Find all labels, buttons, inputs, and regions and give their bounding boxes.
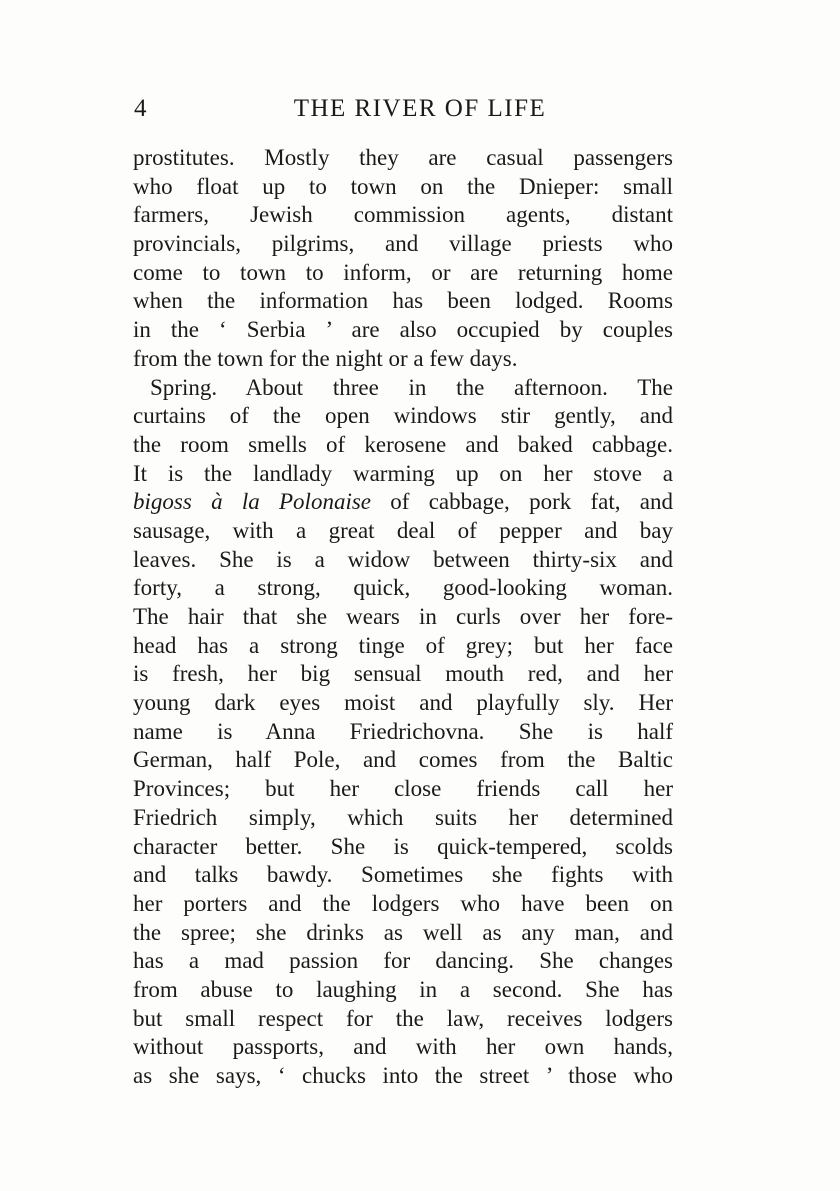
text-line: name is Anna Friedrichovna. She is half [133,718,673,744]
text-line: head has a strong tinge of grey; but her face [133,632,673,658]
text-line: young dark eyes moist and playfully sly. Her [133,690,673,716]
text-line: The hair that she wears in curls over her fore- [133,604,673,629]
text-line: It is the landlady warming up on her stove a [133,460,673,486]
text-line: farmers, Jewish commission agents, distant [133,202,673,228]
text-line: leaves. She is a widow between thirty-six and [133,546,673,572]
text-line: curtains of the open windows stir gently, and [133,403,673,429]
text-line: but small respect for the law, receives lodgers [133,1005,673,1031]
text-line: forty, a strong, quick, good-looking woman. [133,575,673,601]
text-line: her porters and the lodgers who have been on [133,890,673,916]
text-line: as she says, ‘ chucks into the street ’ those who [133,1063,673,1088]
paragraph-start-line: Spring. About three in the afternoon. The [150,374,673,400]
text-line-remainder: of cabbage, pork fat, and [390,489,674,515]
text-line: the room smells of kerosene and baked cabbage. [133,431,673,457]
text-line: the spree; she drinks as well as any man, and [133,919,673,945]
text-line: when the information has been lodged. Rooms [133,288,673,314]
page-number: 4 [134,95,147,122]
text-line: in the ‘ Serbia ’ are also occupied by couples [133,317,673,343]
text-line: is fresh, her big sensual mouth red, and her [133,661,673,687]
text-line: Friedrich simply, which suits her determined [133,804,673,830]
text-line: come to town to inform, or are returning home [133,259,673,285]
text-line: character better. She is quick-tempered, scolds [133,833,673,859]
text-line-with-italic [133,488,673,517]
text-line: from the town for the night or a few days. [133,345,518,371]
text-line: without passports, and with her own hands, [133,1034,673,1060]
text-line: Provinces; but her close friends call her [133,776,673,802]
text-line: provincials, pilgrims, and village priests who [133,231,673,257]
italic-dish-name: bigoss à la Polonaise [133,489,371,515]
text-line: sausage, with a great deal of pepper and bay [133,517,673,543]
text-line: who float up to town on the Dnieper: small [133,173,673,199]
text-line: German, half Pole, and comes from the Baltic [133,747,673,773]
text-line: prostitutes. Mostly they are casual passengers [133,145,673,170]
running-head: THE RIVER OF LIFE [293,95,547,122]
text-line: and talks bawdy. Sometimes she fights with [133,862,673,888]
text-line: has a mad passion for dancing. She changes [133,948,673,974]
body-text [133,144,673,1091]
text-line: from abuse to laughing in a second. She has [133,976,673,1002]
